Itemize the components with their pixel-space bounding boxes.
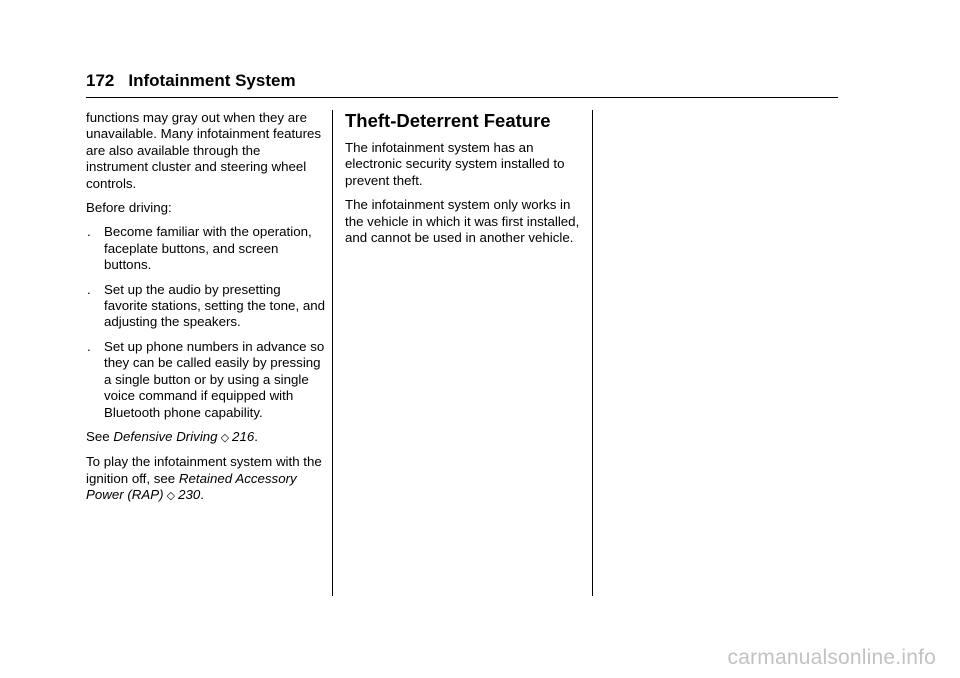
see-reference (86, 429, 326, 446)
bullet-glyph: . (87, 224, 91, 240)
theft-paragraph-1: The infotainment system has an electronic security system installed to prevent theft. (345, 140, 565, 188)
column-divider-1 (332, 110, 333, 596)
left-column (86, 110, 326, 513)
bullet-glyph: . (87, 281, 91, 297)
list-item-text: Set up the audio by presetting favorite stations, setting the tone, and adjusting the speakers. (104, 281, 326, 330)
cross-ref-icon: ◇ (166, 490, 176, 503)
bullet-glyph: . (87, 338, 91, 354)
list-item-text: Set up phone numbers in advance so they can be called easily by pressing a single button or by using a single voice command if equipped with Bluetooth phone capability. (104, 338, 325, 420)
see-prefix: See (86, 428, 110, 444)
header-rule (86, 97, 838, 98)
defensive-driving-link[interactable]: Defensive Driving (113, 428, 218, 444)
cross-ref-icon: ◇ (220, 431, 230, 444)
defensive-driving-page[interactable]: 216 (232, 428, 255, 444)
section-title: Infotainment System (128, 71, 296, 90)
rap-reference (86, 454, 326, 504)
list-item (86, 282, 326, 331)
see-suffix: . (254, 428, 258, 444)
intro-paragraph: functions may gray out when they are unavailable. Many infotainment features are also available through the instrument cluster and steering wheel controls. (86, 110, 322, 191)
rap-page[interactable]: 230 (178, 487, 201, 503)
middle-column (345, 110, 585, 254)
theft-paragraph-2: The infotainment system only works in the vehicle in which it was first installed, and cannot be used in another vehicle. (345, 197, 580, 246)
list-item (86, 224, 326, 273)
list-item-text: Become familiar with the operation, faceplate buttons, and screen buttons. (104, 224, 312, 273)
page-header (86, 71, 296, 91)
rap-suffix: . (200, 487, 204, 503)
rap-text: To play the infotainment system with the ignition off, see (86, 454, 322, 486)
tips-list (86, 224, 326, 420)
page-number: 172 (86, 71, 115, 90)
theft-deterrent-heading: Theft-Deterrent Feature (345, 110, 551, 131)
watermark: carmanualsonline.info (727, 646, 936, 669)
list-item (86, 339, 326, 421)
rap-link[interactable]: Retained Accessory Power (RAP) (86, 470, 297, 503)
before-driving-label: Before driving: (86, 200, 172, 216)
column-divider-2 (592, 110, 593, 596)
